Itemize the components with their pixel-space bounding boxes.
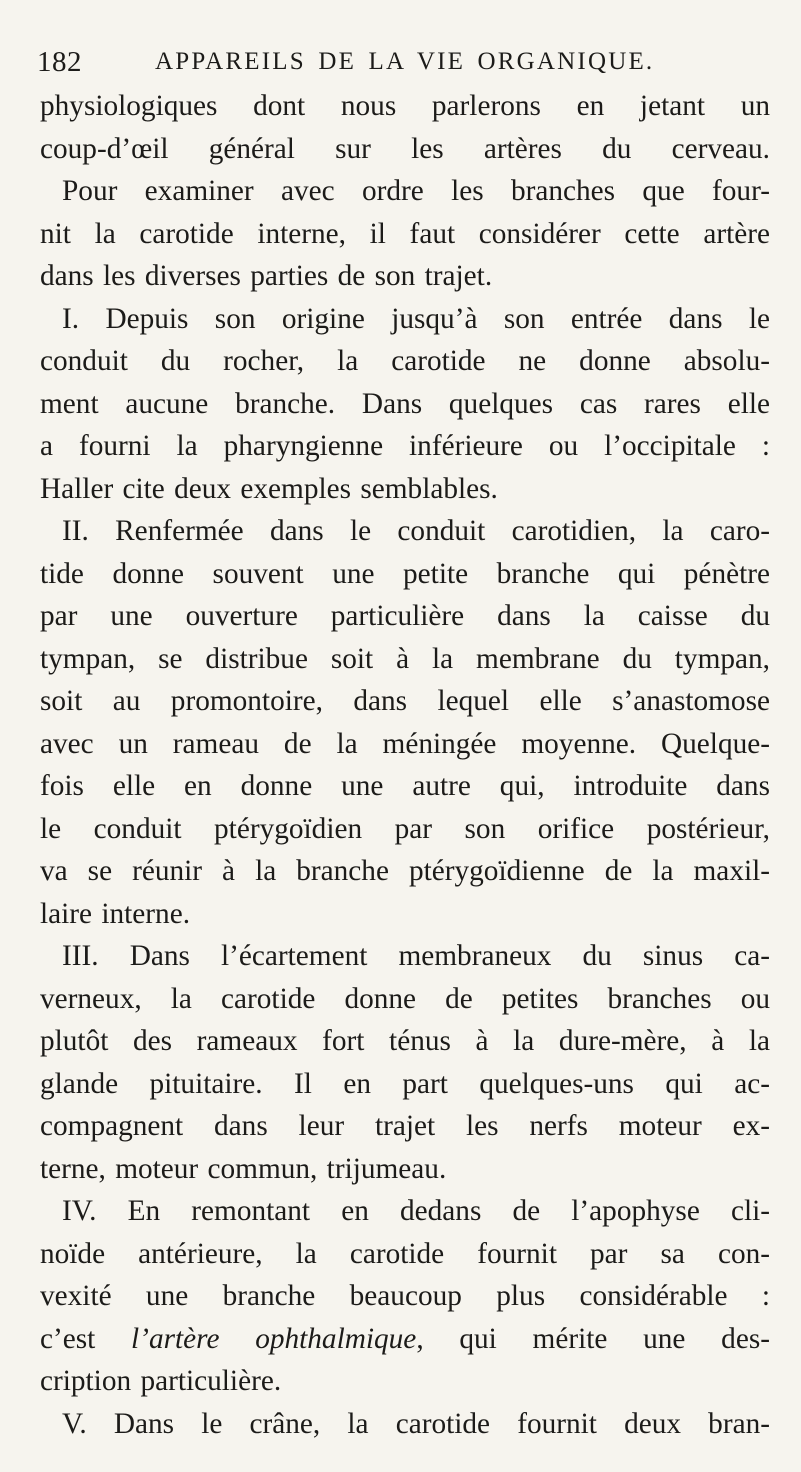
section-i-start-line: I. Depuis son origine jusqu’à son entrée dans le [62,302,770,335]
running-head [37,46,777,86]
text-line: par une ouverture particulière dans la caisse du [40,600,770,632]
text-line: avec un rameau de la méningée moyenne. Quelque- [40,727,770,760]
text-line: fois elle en donne une autre qui, introduite dans [40,770,770,802]
text-line: soit au promontoire, dans lequel elle s’anastomose [40,685,770,717]
text-line: glande pituitaire. Il en part quelques-uns qui ac- [40,1067,770,1100]
section-ii-start-line: II. Renfermée dans le conduit carotidien, la caro- [62,515,770,547]
text-line: Haller cite deux exemples semblables. [40,472,498,505]
text-line: va se réunir à la branche ptérygoïdienne de la maxil- [40,855,770,887]
italic-term-artere-ophthalmique: l’artère ophthalmique [131,1322,417,1355]
section-v-start-line: V. Dans le crâne, la carotide fournit deux bran- [62,1407,770,1440]
text-line: noïde antérieure, la carotide fournit par sa con- [40,1237,770,1270]
page-number: 182 [37,46,82,78]
text-line: physiologiques dont nous parlerons en jetant un [40,90,770,122]
text-line: terne, moteur commun, trijumeau. [40,1152,447,1185]
running-title: APPAREILS DE LA VIE ORGANIQUE. [155,48,655,75]
section-iii-start-line: III. Dans l’écartement membraneux du sinus ca- [62,940,770,972]
text-line: tide donne souvent une petite branche qui pénètre [40,557,770,590]
line-suffix: , qui mérite une des- [416,1322,770,1355]
text-line: vexité une branche beaucoup plus considérable : [40,1280,770,1312]
text-line: ment aucune branche. Dans quelques cas rares elle [40,387,770,420]
text-line: dans les diverses parties de son trajet. [40,260,493,292]
text-line: laire interne. [40,897,191,930]
line-prefix: c’est [40,1322,132,1355]
text-line: a fourni la pharyngienne inférieure ou l’occipitale : [40,430,770,462]
section-iv-start-line: IV. En remontant en dedans de l’apophyse cli- [62,1195,770,1227]
text-line: tympan, se distribue soit à la membrane du tympan, [40,642,770,675]
text-line: plutôt des rameaux fort ténus à la dure-mère, à la [40,1025,770,1057]
body-text [40,85,770,1445]
text-line: compagnent dans leur trajet les nerfs moteur ex- [40,1110,770,1142]
text-line: verneux, la carotide donne de petites branches ou [40,982,770,1015]
text-line-with-italic-term [40,1318,770,1361]
text-line: coup-d’œil général sur les artères du cerveau. [40,132,770,165]
paragraph-start-line: Pour examiner avec ordre les branches que four- [62,175,770,207]
text-line: conduit du rocher, la carotide ne donne absolu- [40,345,770,377]
text-line: cription particulière. [40,1365,282,1397]
text-line: le conduit ptérygoïdien par son orifice postérieur, [40,812,770,845]
text-line: nit la carotide interne, il faut considérer cette artère [40,217,770,250]
